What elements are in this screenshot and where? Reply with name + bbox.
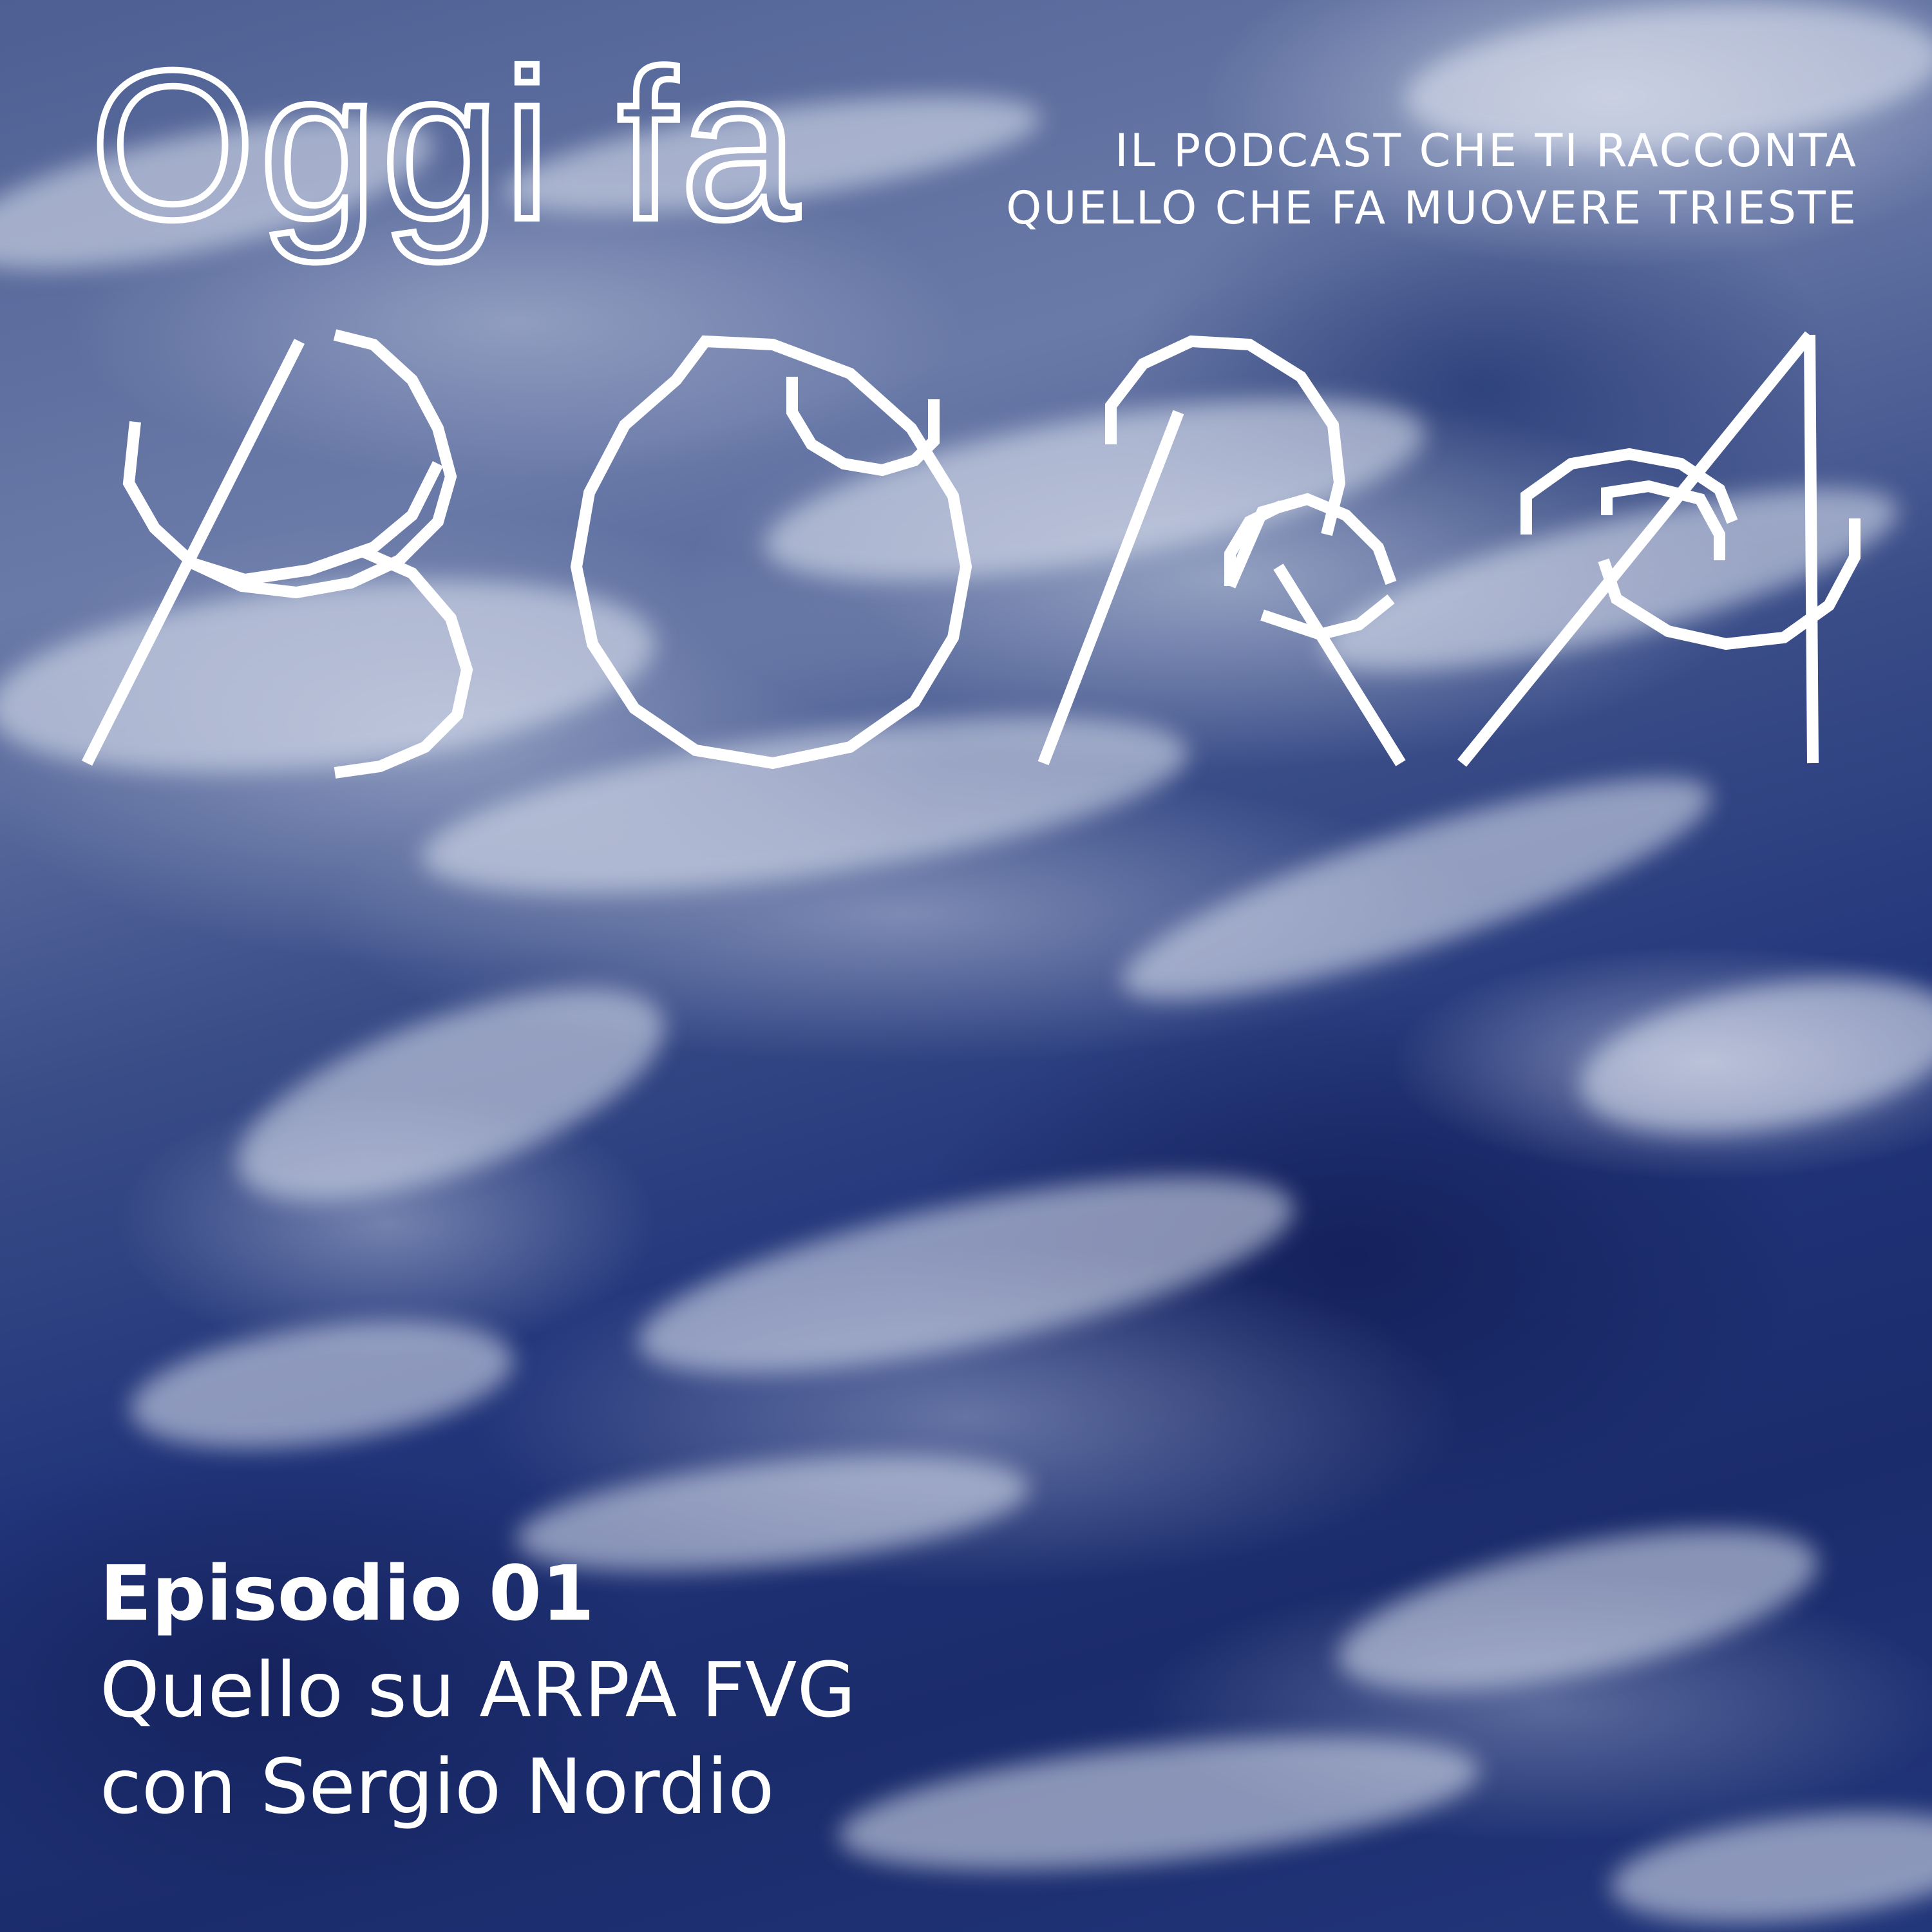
- bora-letter-b: [87, 335, 467, 773]
- episode-guest: con Sergio Nordio: [100, 1741, 775, 1831]
- bora-letter-o: [576, 341, 966, 763]
- bora-letter-a: [1462, 335, 1855, 763]
- title-oggi-fa: Oggi fa: [90, 26, 802, 263]
- bora-letter-r: [1043, 341, 1401, 763]
- episode-info: [100, 1546, 856, 1835]
- episode-label: Episodio 01: [100, 1549, 595, 1638]
- tagline-line-2: QUELLO CHE FA MUOVERE TRIESTE: [1006, 181, 1858, 234]
- tagline-line-1: IL PODCAST CHE TI RACCONTA: [1115, 124, 1858, 177]
- episode-title: Quello su ARPA FVG: [100, 1645, 856, 1734]
